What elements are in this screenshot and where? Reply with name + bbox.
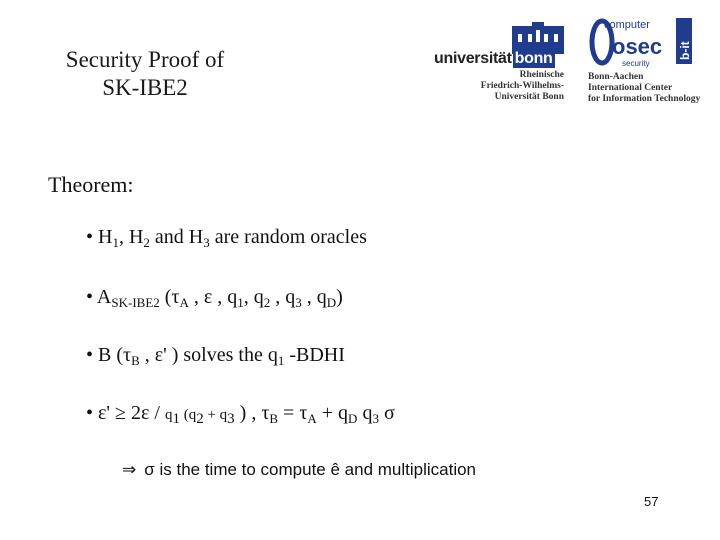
text-part: H [98,226,113,248]
bit-logo [588,16,708,106]
bonn-word-box: bonn [514,50,553,67]
text-part: , q [270,286,296,308]
subscript: A [179,295,189,310]
subscript: 3 [203,235,210,250]
subscript: 1 [112,235,119,250]
bullet-marker: • [86,344,94,366]
text-part: -BDHI [284,344,345,366]
subscript: 2 [263,295,271,310]
text-part: ε' ≥ 2ε / [98,402,165,424]
text-part-small: (q [179,407,197,423]
subscript: 1 [172,411,180,427]
subscript: D [348,411,358,426]
bullet-adversary [86,286,343,311]
text-part: + q [316,402,349,424]
text-part-small: + q [203,407,228,423]
subscript: 3 [295,295,302,310]
bonn-sub-line-1: Rheinische [519,70,564,80]
bullet-marker: • [86,286,94,308]
text-part: B (τ [98,344,132,366]
title-line-1: Security Proof of [65,47,225,72]
bit-sub-line-1: Bonn-Aachen [588,72,644,82]
subscript: 3 [227,411,235,427]
conclusion-line [122,460,476,480]
text-part: , ε , q [188,286,238,308]
text-part: , ε' ) solves the q [139,344,278,366]
implies-icon: ⇒ [122,460,137,480]
bonn-subtitle [434,70,564,103]
bit-sub-line-2: International Center [588,83,673,93]
bit-vertical-text: b-it [678,41,692,60]
bonn-sub-line-3: Universität Bonn [494,92,564,102]
text-part: are random oracles [209,226,367,248]
bonn-sub-line-2: Friedrich-Wilhelms- [480,81,564,91]
cosec-bit-logo-graphic [588,16,700,70]
text-part: σ [378,402,395,424]
bullet-marker: • [86,402,94,424]
subscript: 1 [277,353,285,368]
text-part: , q [243,286,264,308]
subscript: 3 [372,411,379,426]
subscript: B [269,411,279,426]
bullet-solves-bdhi [86,344,345,369]
text-part: (τ [159,286,180,308]
text-part-small: q [164,407,173,423]
subscript: SK-IBE2 [111,295,160,310]
bit-small-text: security [622,59,650,68]
text-part: , q [301,286,327,308]
bonn-word-left: universität [434,50,512,67]
text-part: ) , τ [234,402,270,424]
page-number: 57 [644,494,659,509]
university-bonn-logo [434,20,564,106]
bit-top-text: computer [604,19,650,31]
bit-big-text: osec [612,34,663,59]
bit-sub-line-3: for Information Technology [588,94,701,104]
bullet-random-oracles [86,226,367,251]
bullet-advantage-bound [86,402,395,428]
text-part: q [357,402,373,424]
text-part: and H [149,226,204,248]
conclusion-text: σ is the time to compute ê and multiplication [144,460,477,479]
slide-title [40,46,250,102]
subscript: A [307,411,317,426]
subscript: 2 [196,411,204,427]
subscript: 2 [143,235,150,250]
bit-subtitle [588,72,710,105]
bullet-marker: • [86,226,94,248]
subscript: 1 [237,295,244,310]
text-part: ) [336,286,343,308]
subscript: B [131,353,140,368]
title-line-2: SK-IBE2 [102,75,188,100]
text-part: A [96,286,112,308]
text-part: , H [118,226,144,248]
text-part: = τ [278,402,308,424]
subscript: D [326,295,337,310]
bonn-wordmark [434,50,555,68]
theorem-heading: Theorem: [48,172,134,197]
